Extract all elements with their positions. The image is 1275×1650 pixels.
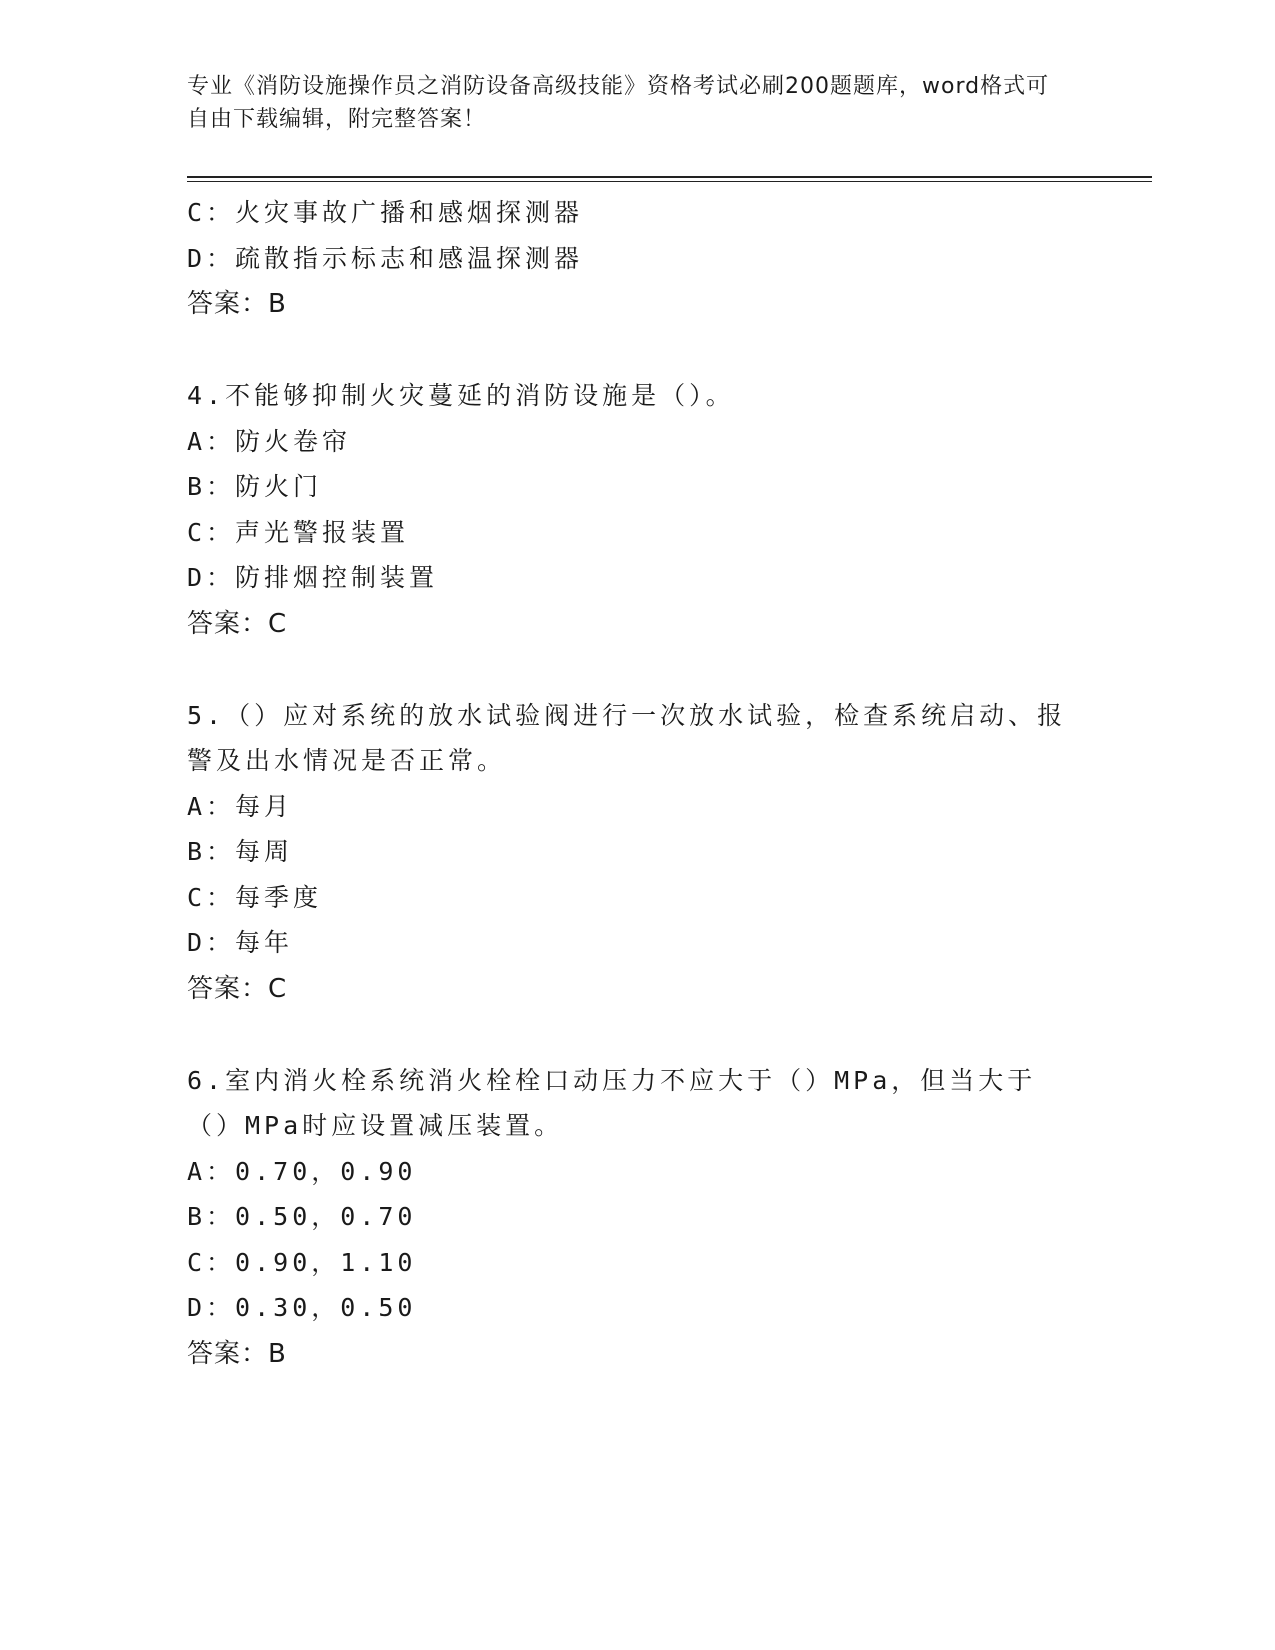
- answer-text: 答案：C: [187, 973, 288, 1004]
- answer-text: 答案：C: [187, 608, 288, 639]
- question-stem: 5.（）应对系统的放水试验阀进行一次放水试验，检查系统启动、报警及出水情况是否正常。: [187, 700, 1067, 775]
- option-text: A：每月: [187, 791, 294, 821]
- option-text: C：0.90，1.10: [187, 1247, 417, 1277]
- question-list: [187, 190, 1152, 1377]
- question-block: [187, 693, 1152, 1012]
- option-text: D：每年: [187, 928, 294, 957]
- question-block: [187, 1058, 1152, 1377]
- option-text: B：每周: [187, 837, 294, 866]
- document-page: [187, 70, 1152, 1377]
- option-text: A：0.70，0.90: [187, 1156, 417, 1186]
- option-text: B：0.50，0.70: [187, 1202, 417, 1231]
- option-text: D：疏散指示标志和感温探测器: [187, 243, 584, 273]
- question-block: [187, 373, 1152, 647]
- answer-text: 答案：B: [187, 1338, 287, 1369]
- option-text: B：防火门: [187, 472, 323, 501]
- option-text: C：声光警报装置: [187, 517, 410, 547]
- document-header: 专业《消防设施操作员之消防设备高级技能》资格考试必刷200题题库，word格式可自由下载编辑，附完整答案！: [187, 74, 1050, 132]
- question-block: [187, 190, 1152, 327]
- header-divider: [187, 176, 1152, 182]
- option-text: C：火灾事故广播和感烟探测器: [187, 198, 584, 227]
- option-text: A：防火卷帘: [187, 426, 352, 456]
- answer-text: 答案：B: [187, 289, 287, 319]
- question-stem: 4.不能够抑制火灾蔓延的消防设施是（）。: [187, 381, 735, 410]
- question-stem: 6.室内消火栓系统消火栓栓口动压力不应大于（）MPa，但当大于（）MPa时应设置减压装置。: [187, 1065, 1037, 1140]
- option-text: D：防排烟控制装置: [187, 563, 439, 592]
- option-text: D：0.30，0.50: [187, 1293, 417, 1322]
- option-text: C：每季度: [187, 882, 323, 912]
